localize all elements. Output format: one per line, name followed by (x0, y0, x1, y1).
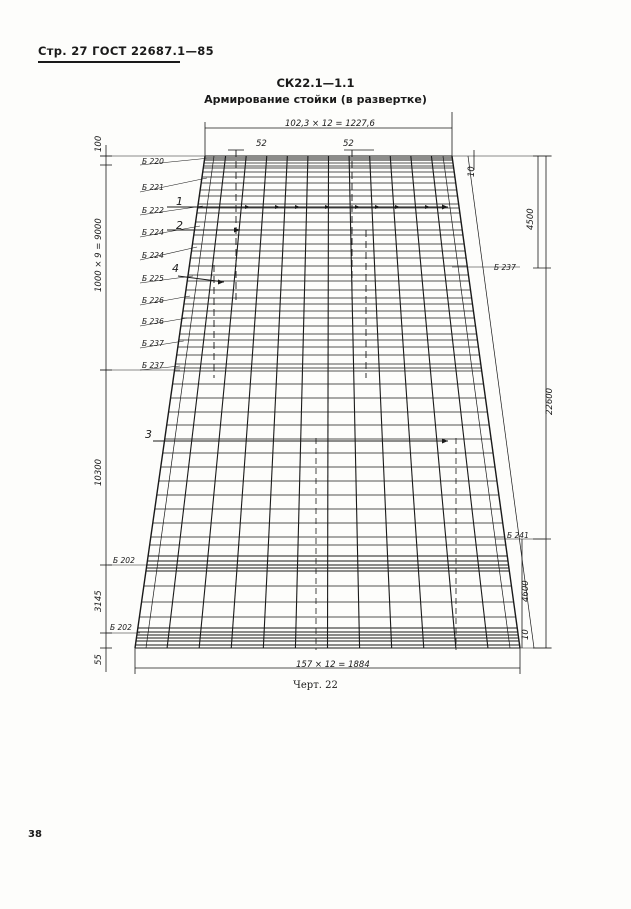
drawing-subtitle: Армирование стойки (в развертке) (204, 93, 427, 106)
longitudinal-bar-extra (468, 156, 534, 648)
page-header: Стр. 27 ГОСТ 22687.1—85 (38, 44, 214, 58)
bar-label-b222: Б 222 (142, 206, 164, 215)
dim-right-lower: 4600 (521, 580, 531, 602)
bar-label-b224: Б 224 (142, 228, 164, 237)
arrow-head (218, 280, 224, 285)
dim-right-bottom-gap: 10 (521, 629, 531, 640)
arrow-head (295, 205, 300, 209)
longitudinal-bar-extra (443, 156, 510, 648)
bar-label-b224-2: Б 224 (142, 251, 164, 260)
bar-label-b220: Б 220 (142, 157, 164, 166)
arrow-head (395, 205, 400, 209)
dim-right-upper: 4500 (526, 208, 536, 230)
bar-label-right-b237: Б 237 (494, 263, 516, 272)
bar-label-b202: Б 202 (113, 556, 135, 565)
position-marker-4: 4 (172, 262, 179, 275)
bar-label-b225: Б 225 (142, 274, 164, 283)
bar-label-b202-2: Б 202 (110, 623, 132, 632)
arrow-head (325, 205, 330, 209)
dim-left-upper: 1000 × 9 = 9000 (94, 218, 104, 292)
arrow-head (375, 205, 380, 209)
dim-left-base: 55 (94, 654, 104, 665)
figure-caption: Черт. 22 (293, 680, 338, 691)
position-marker-1: 1 (176, 195, 183, 208)
arrow-head (425, 205, 430, 209)
dim-left-top: 100 (94, 135, 104, 152)
dim-left-lower: 10300 (94, 458, 104, 486)
dim-top-spacing-right: 52 (343, 139, 354, 149)
bar-label-b237: Б 237 (142, 339, 164, 348)
arrow-head (355, 205, 360, 209)
arrow-head (442, 205, 448, 210)
arrow-head (275, 205, 280, 209)
dim-top-width: 102,3 × 12 = 1227,6 (285, 119, 375, 129)
bar-label-right-b241: Б 241 (507, 531, 529, 540)
longitudinal-bar (452, 156, 520, 648)
bar-label-b221: Б 221 (142, 183, 164, 192)
bar-label-b236: Б 236 (142, 317, 164, 326)
arrow-head (245, 205, 250, 209)
dim-left-bottom: 3145 (94, 590, 104, 612)
bar-label-b226: Б 226 (142, 296, 164, 305)
dim-top-spacing-left: 52 (256, 139, 267, 149)
bar-label-b237-2: Б 237 (142, 361, 164, 370)
position-marker-3: 3 (145, 428, 152, 441)
drawing-code: СК22.1—1.1 (276, 76, 355, 90)
dim-right-top-gap: 10 (467, 166, 477, 177)
dim-right-total: 22600 (545, 387, 555, 415)
dim-bottom-width: 157 × 12 = 1884 (296, 660, 370, 670)
reinforcement-grid (135, 150, 534, 650)
position-marker-2: 2 (176, 219, 183, 232)
page-number: 38 (28, 829, 42, 840)
